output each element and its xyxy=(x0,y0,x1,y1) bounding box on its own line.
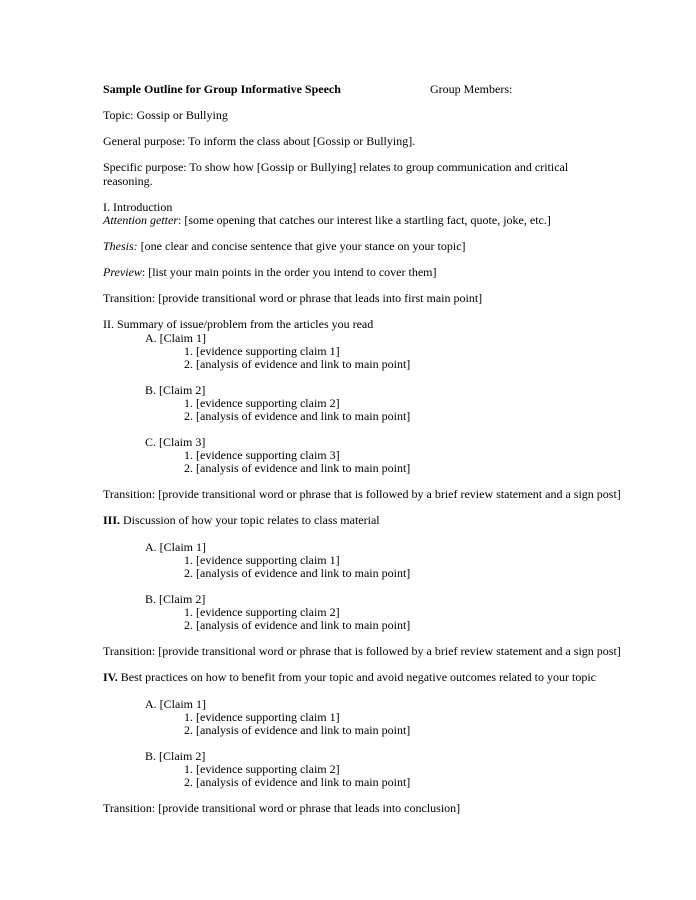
preview-label: Preview xyxy=(103,265,142,279)
section4-transition: Transition: [provide transitional word or phrase that leads into conclusion] xyxy=(103,801,461,815)
section4-claim-a-analysis: 2. [analysis of evidence and link to main point] xyxy=(184,723,411,737)
general-purpose-line: General purpose: To inform the class about [Gossip or Bullying]. xyxy=(103,134,416,148)
section4-claim-a: A. [Claim 1] xyxy=(145,697,206,711)
section3-transition: Transition: [provide transitional word or phrase that is followed by a brief review statement and a sign post] xyxy=(103,644,621,658)
section4-numeral: IV. xyxy=(103,670,118,684)
section3-claim-b: B. [Claim 2] xyxy=(145,592,206,606)
section3-claim-b-evidence: 1. [evidence supporting claim 2] xyxy=(184,605,340,619)
section3-claim-a-evidence: 1. [evidence supporting claim 1] xyxy=(184,553,340,567)
thesis-label: Thesis: xyxy=(103,239,138,253)
specific-purpose-line-1: Specific purpose: To show how [Gossip or Bullying] relates to group communication and critical xyxy=(103,160,569,174)
attention-getter-line xyxy=(103,213,551,227)
group-members-label: Group Members: xyxy=(430,82,513,96)
section2-claim-b-evidence: 1. [evidence supporting claim 2] xyxy=(184,396,340,410)
preview-text: : [list your main points in the order you intend to cover them] xyxy=(141,265,437,279)
section4-claim-b: B. [Claim 2] xyxy=(145,749,206,763)
section2-claim-a-evidence: 1. [evidence supporting claim 1] xyxy=(184,344,340,358)
intro-heading: I. Introduction xyxy=(103,200,173,214)
section4-heading: Best practices on how to benefit from your topic and avoid negative outcomes related to your topic xyxy=(117,670,596,684)
section2-claim-a: A. [Claim 1] xyxy=(145,331,206,345)
thesis-line xyxy=(103,239,466,253)
attention-getter-text: : [some opening that catches our interest like a startling fact, quote, joke, etc.] xyxy=(177,213,551,227)
section4-heading-line xyxy=(103,670,596,684)
section2-heading: II. Summary of issue/problem from the articles you read xyxy=(103,317,374,331)
section4-claim-b-analysis: 2. [analysis of evidence and link to main point] xyxy=(184,775,411,789)
section2-claim-c: C. [Claim 3] xyxy=(145,435,206,449)
attention-getter-label: Attention getter xyxy=(103,213,178,227)
section3-numeral: III. xyxy=(103,513,121,527)
section3-heading-line xyxy=(103,513,380,527)
section2-claim-c-evidence: 1. [evidence supporting claim 3] xyxy=(184,448,340,462)
section3-claim-b-analysis: 2. [analysis of evidence and link to main point] xyxy=(184,618,411,632)
section3-claim-a-analysis: 2. [analysis of evidence and link to main point] xyxy=(184,566,411,580)
thesis-text: [one clear and concise sentence that give your stance on your topic] xyxy=(137,239,466,253)
section2-claim-c-analysis: 2. [analysis of evidence and link to main point] xyxy=(184,461,411,475)
section2-claim-a-analysis: 2. [analysis of evidence and link to main point] xyxy=(184,357,411,371)
section3-claim-a: A. [Claim 1] xyxy=(145,540,206,554)
specific-purpose-line-2: reasoning. xyxy=(103,174,153,188)
topic-line: Topic: Gossip or Bullying xyxy=(103,108,228,122)
preview-line xyxy=(103,265,436,279)
section4-claim-a-evidence: 1. [evidence supporting claim 1] xyxy=(184,710,340,724)
section2-claim-b: B. [Claim 2] xyxy=(145,383,206,397)
intro-transition: Transition: [provide transitional word or phrase that leads into first main point] xyxy=(103,291,483,305)
section3-heading: Discussion of how your topic relates to class material xyxy=(120,513,380,527)
section2-claim-b-analysis: 2. [analysis of evidence and link to main point] xyxy=(184,409,411,423)
document-title: Sample Outline for Group Informative Speech xyxy=(103,82,341,96)
section4-claim-b-evidence: 1. [evidence supporting claim 2] xyxy=(184,762,340,776)
section2-transition: Transition: [provide transitional word or phrase that is followed by a brief review statement and a sign post] xyxy=(103,487,621,501)
